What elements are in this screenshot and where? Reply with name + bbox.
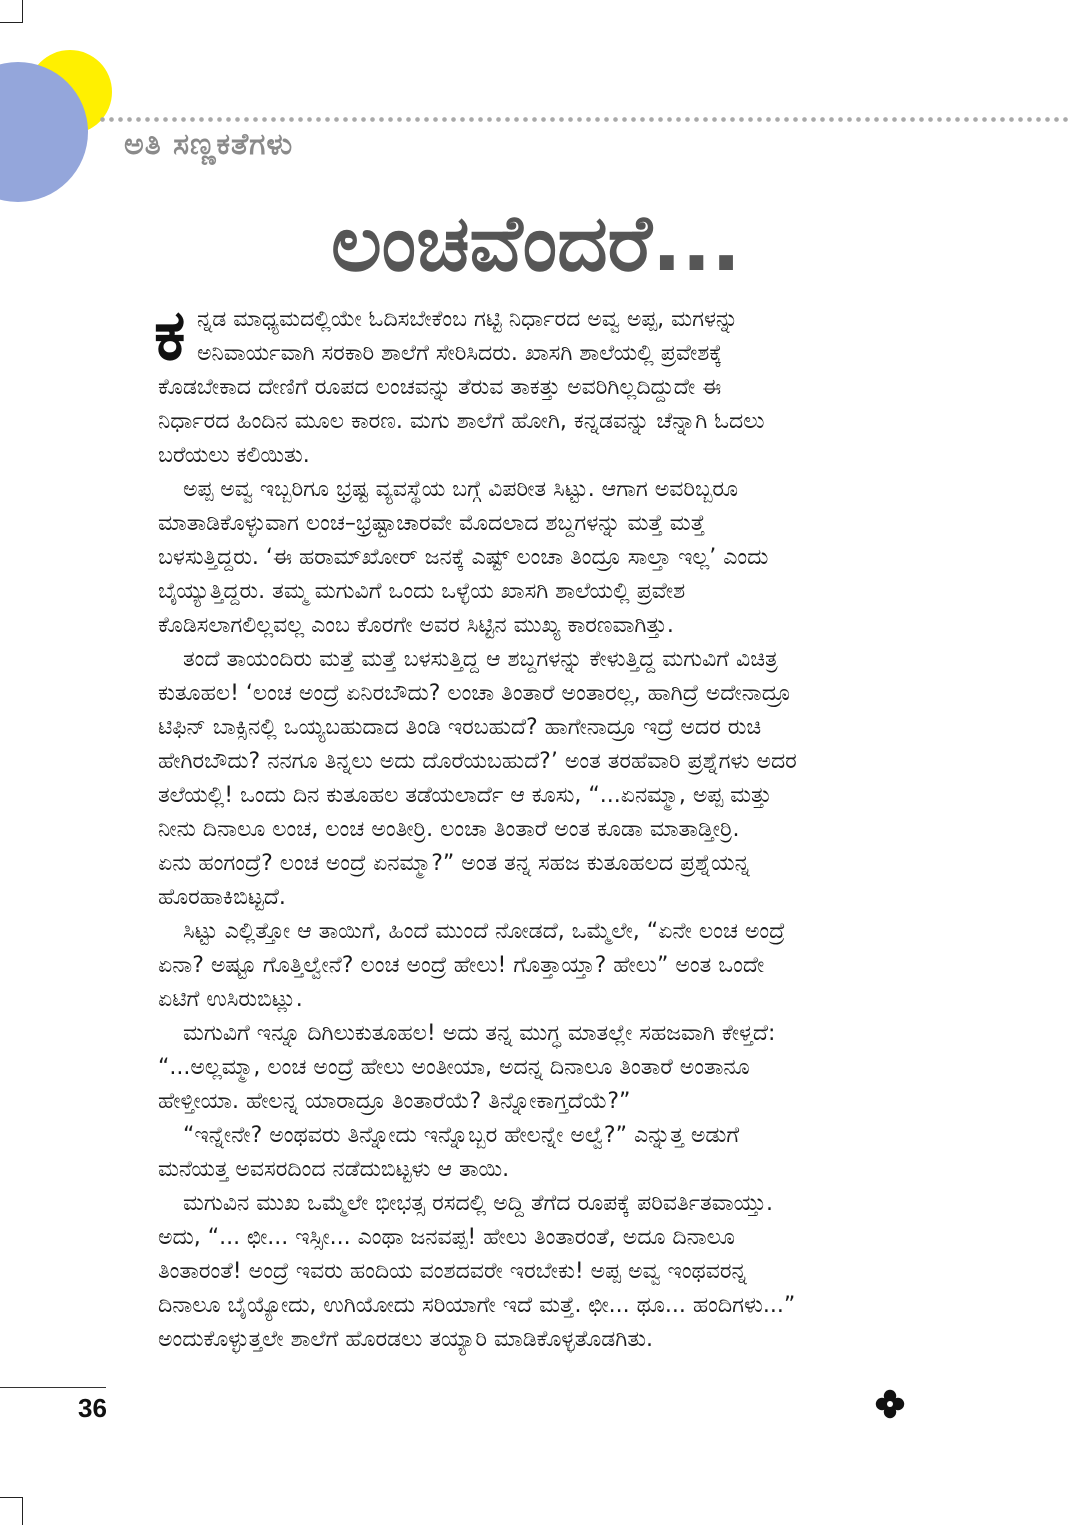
text-line: “ಇನ್ನೇನೇ? ಅಂಥವರು ತಿನ್ನೋದು ಇನ್ನೊಬ್ಬರ ಹೇಲನ್ನೇ ಅಲ್ವೆ?” ಎನ್ನುತ್ತ ಅಡುಗೆ <box>183 1123 740 1148</box>
paragraph <box>158 915 918 1017</box>
text-line: ಅಂದುಕೊಳ್ಳುತ್ತಲೇ ಶಾಲೆಗೆ ಹೊರಡಲು ತಯ್ಯಾರಿ ಮಾಡಿಕೊಳ್ಳತೊಡಗಿತು. <box>158 1327 653 1352</box>
text-line: ನೀನು ದಿನಾಲೂ ಲಂಚ, ಲಂಚ ಅಂತೀರ್ರಿ. ಲಂಚಾ ತಿಂತಾರೆ ಅಂತ ಕೂಡಾ ಮಾತಾಡ್ತೀರ್ರಿ. <box>158 817 740 842</box>
paragraph <box>158 473 918 643</box>
crop-mark-top-left-vertical <box>22 0 23 22</box>
text-line: ಸಿಟ್ಟು ಎಲ್ಲಿತ್ತೋ ಆ ತಾಯಿಗೆ, ಹಿಂದೆ ಮುಂದೆ ನೋಡದೆ, ಒಮ್ಮೆಲೇ, “ಏನೇ ಲಂಚ ಅಂದ್ರೆ <box>183 919 786 944</box>
text-line: ಮಾತಾಡಿಕೊಳ್ಳುವಾಗ ಲಂಚ–ಭ್ರಷ್ಟಾಚಾರವೇ ಮೊದಲಾದ ಶಬ್ದಗಳನ್ನು ಮತ್ತೆ ಮತ್ತೆ <box>158 511 706 536</box>
text-line: ನ್ನಡ ಮಾಧ್ಯಮದಲ್ಲಿಯೇ ಓದಿಸಬೇಕೆಂಬ ಗಟ್ಟಿ ನಿರ್ಧಾರದ ಅವ್ವ ಅಪ್ಪ, ಮಗಳನ್ನು <box>197 307 739 332</box>
text-line: ಹೇಗಿರಬೌದು? ನನಗೂ ತಿನ್ನಲು ಅದು ದೊರೆಯಬಹುದೆ?’ ಅಂತ ತರಹೆವಾರಿ ಪ್ರಶ್ನೆಗಳು ಅದರ <box>158 749 797 774</box>
text-line: ಅದು, “... ಛೀ... ಇಸ್ಸೀ... ಎಂಥಾ ಜನವಪ್ಪ! ಹೇಲು ತಿಂತಾರಂತೆ, ಅದೂ ದಿನಾಲೂ <box>158 1225 735 1250</box>
text-line: ಮಗುವಿನ ಮುಖ ಒಮ್ಮೆಲೇ ಭೀಭತ್ಸ ರಸದಲ್ಲಿ ಅದ್ದಿ ತೆಗೆದ ರೂಪಕ್ಕೆ ಪರಿವರ್ತಿತವಾಯ್ತು. <box>183 1191 774 1216</box>
section-label: ಅತಿ ಸಣ್ಣಕತೆಗಳು <box>124 127 294 162</box>
text-line: ತಂದೆ ತಾಯಂದಿರು ಮತ್ತೆ ಮತ್ತೆ ಬಳಸುತ್ತಿದ್ದ ಆ ಶಬ್ದಗಳನ್ನು ಕೇಳುತ್ತಿದ್ದ ಮಗುವಿಗೆ ವಿಚಿತ್ರ <box>183 647 778 672</box>
paragraph <box>158 643 918 915</box>
story-title: ಲಂಚವೆಂದರೆ... <box>331 199 741 289</box>
text-line: ನಿರ್ಧಾರದ ಹಿಂದಿನ ಮೂಲ ಕಾರಣ. ಮಗು ಶಾಲೆಗೆ ಹೋಗಿ, ಕನ್ನಡವನ್ನು ಚೆನ್ನಾಗಿ ಓದಲು <box>158 409 765 434</box>
text-line: ಅನಿವಾರ್ಯವಾಗಿ ಸರಕಾರಿ ಶಾಲೆಗೆ ಸೇರಿಸಿದರು. ಖಾಸಗಿ ಶಾಲೆಯಲ್ಲಿ ಪ್ರವೇಶಕ್ಕೆ <box>197 341 723 366</box>
crop-mark-bottom-left-vertical <box>22 1497 23 1525</box>
paragraph <box>158 1187 918 1357</box>
story-body <box>158 303 918 1357</box>
text-line: ಅಪ್ಪ ಅವ್ವ ಇಬ್ಬರಿಗೂ ಭ್ರಷ್ಟ ವ್ಯವಸ್ಥೆಯ ಬಗ್ಗೆ ವಿಪರೀತ ಸಿಟ್ಟು. ಆಗಾಗ ಅವರಿಬ್ಬರೂ <box>183 477 739 502</box>
text-line: ಹೇಳ್ತೀಯಾ. ಹೇಲನ್ನ ಯಾರಾದ್ರೂ ತಿಂತಾರೆಯೆ? ತಿನ್ನೋಕಾಗ್ತದೆಯೆ?” <box>158 1089 631 1114</box>
paragraph <box>158 1017 918 1119</box>
text-line: ಹೊರಹಾಕಿಬಿಟ್ಟದೆ. <box>158 885 286 910</box>
text-line: ಬಳಸುತ್ತಿದ್ದರು. ‘ಈ ಹರಾಮ್‌ಖೋರ್ ಜನಕ್ಕೆ ಎಷ್ಟ್ ಲಂಚಾ ತಿಂದ್ರೂ ಸಾಲ್ತಾ ಇಲ್ಲ’ ಎಂದು <box>158 545 769 570</box>
four-petal-flower-icon <box>874 1388 906 1420</box>
text-line: “...ಅಲ್ಲಮ್ಮಾ, ಲಂಚ ಅಂದ್ರೆ ಹೇಲು ಅಂತೀಯಾ, ಅದನ್ನ ದಿನಾಲೂ ತಿಂತಾರೆ ಅಂತಾನೂ <box>158 1055 750 1080</box>
text-line: ಕೊಡಿಸಲಾಗಲಿಲ್ಲವಲ್ಲ ಎಂಬ ಕೊರಗೇ ಅವರ ಸಿಟ್ಟಿನ ಮುಖ್ಯ ಕಾರಣವಾಗಿತ್ತು. <box>158 613 674 638</box>
text-line: ತಲೆಯಲ್ಲಿ! ಒಂದು ದಿನ ಕುತೂಹಲ ತಡೆಯಲಾರ್ದೆ ಆ ಕೂಸು, “...ಏನಮ್ಮಾ, ಅಪ್ಪ ಮತ್ತು <box>158 783 772 808</box>
text-line: ಮನೆಯತ್ತ ಅವಸರದಿಂದ ನಡೆದುಬಿಟ್ಟಳು ಆ ತಾಯಿ. <box>158 1157 510 1182</box>
text-line: ಏಟಿಗೆ ಉಸಿರುಬಿಟ್ಲು. <box>158 987 303 1012</box>
text-line: ಟಿಫಿನ್ ಬಾಕ್ಸಿನಲ್ಲಿ ಒಯ್ಯಬಹುದಾದ ತಿಂಡಿ ಇರಬಹುದೆ? ಹಾಗೇನಾದ್ರೂ ಇದ್ರೆ ಅದರ ರುಚಿ <box>158 715 762 740</box>
text-line: ಏನು ಹಂಗಂದ್ರೆ? ಲಂಚ ಅಂದ್ರೆ ಏನಮ್ಮಾ?” ಅಂತ ತನ್ನ ಸಹಜ ಕುತೂಹಲದ ಪ್ರಶ್ನೆಯನ್ನ <box>158 851 750 876</box>
text-line: ಕೊಡಬೇಕಾದ ದೇಣಿಗೆ ರೂಪದ ಲಂಚವನ್ನು ತೆರುವ ತಾಕತ್ತು ಅವರಿಗಿಲ್ಲದಿದ್ದುದೇ ಈ <box>158 375 722 400</box>
dotted-rule <box>98 115 1072 124</box>
text-line: ದಿನಾಲೂ ಬೈಯ್ಯೋದು, ಉಗಿಯೋದು ಸರಿಯಾಗೇ ಇದೆ ಮತ್ತೆ. ಛೀ... ಥೂ... ಹಂದಿಗಳು...” <box>158 1293 796 1318</box>
drop-cap: ಕ <box>154 294 186 376</box>
footer-rule <box>0 1387 106 1388</box>
paragraph <box>158 1119 918 1187</box>
paragraph <box>158 303 918 473</box>
text-line: ಬೈಯ್ಯುತ್ತಿದ್ದರು. ತಮ್ಮ ಮಗುವಿಗೆ ಒಂದು ಒಳ್ಳೆಯ ಖಾಸಗಿ ಶಾಲೆಯಲ್ಲಿ ಪ್ರವೇಶ <box>158 579 686 604</box>
text-line: ಬರೆಯಲು ಕಲಿಯಿತು. <box>158 443 310 468</box>
text-line: ಕುತೂಹಲ! ‘ಲಂಚ ಅಂದ್ರೆ ಏನಿರಬೌದು? ಲಂಚಾ ತಿಂತಾರೆ ಅಂತಾರಲ್ಲ, ಹಾಗಿದ್ರೆ ಅದೇನಾದ್ರೂ <box>158 681 791 706</box>
text-line: ತಿಂತಾರಂತೆ! ಅಂದ್ರೆ ಇವರು ಹಂದಿಯ ವಂಶದವರೇ ಇರಬೇಕು! ಅಪ್ಪ ಅವ್ವ ಇಂಥವರನ್ನ <box>158 1259 747 1284</box>
crop-mark-top-left-horizontal <box>0 22 23 23</box>
text-line: ಏನಾ? ಅಷ್ಟೂ ಗೊತ್ತಿಲ್ವೇನೆ? ಲಂಚ ಅಂದ್ರೆ ಹೇಲು! ಗೊತ್ತಾಯ್ತಾ? ಹೇಲು” ಅಂತ ಒಂದೇ <box>158 953 765 978</box>
page-number: 36 <box>78 1393 107 1423</box>
text-line: ಮಗುವಿಗೆ ಇನ್ನೂ ದಿಗಿಲುಕುತೂಹಲ! ಅದು ತನ್ನ ಮುಗ್ಧ ಮಾತಲ್ಲೇ ಸಹಜವಾಗಿ ಕೇಳ್ತದೆ: <box>183 1021 776 1046</box>
crop-mark-bottom-left-horizontal <box>0 1497 23 1498</box>
